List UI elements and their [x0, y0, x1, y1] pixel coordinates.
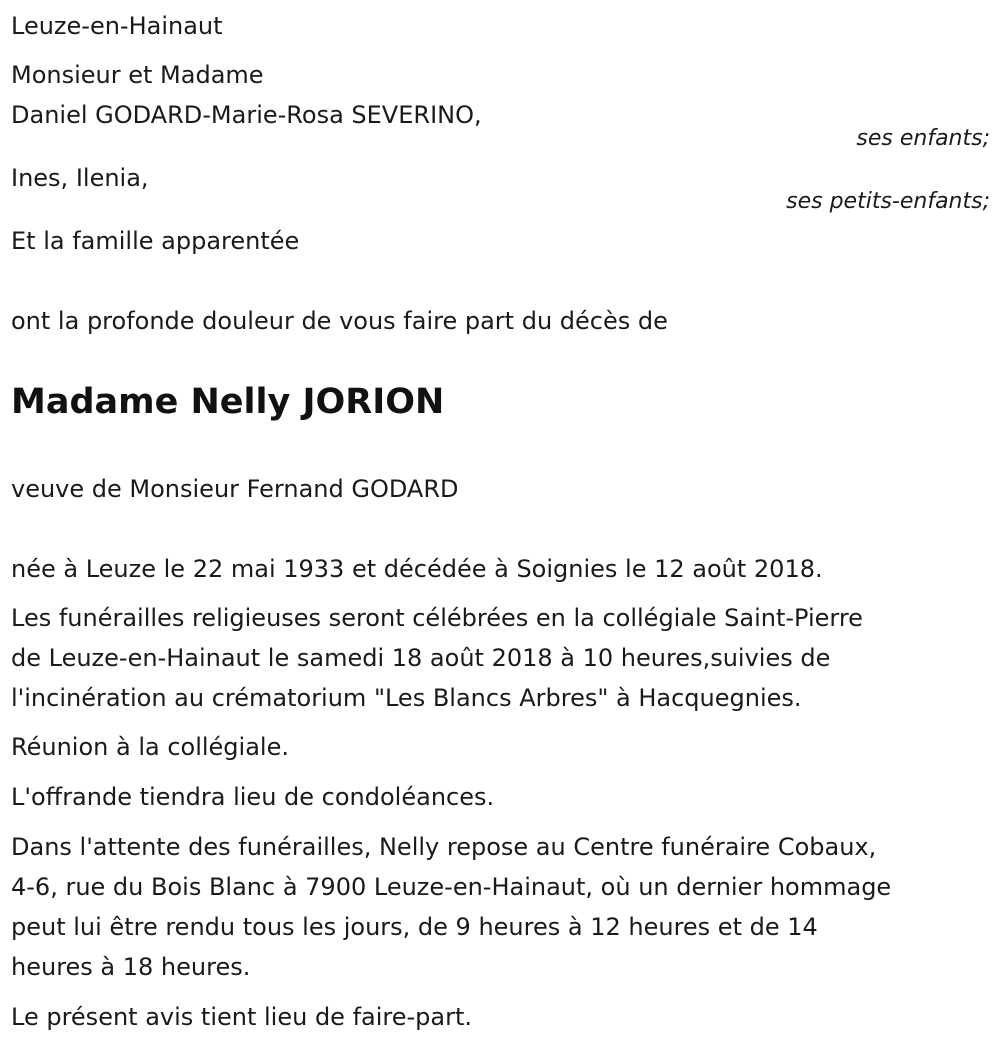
offering-text: L'offrande tiendra lieu de condoléances.	[11, 783, 495, 811]
grandchildren-role: ses petits-enfants;	[786, 189, 990, 214]
deceased-name: Madame Nelly JORION	[11, 382, 445, 422]
children-line-2: Daniel GODARD-Marie-Rosa SEVERINO,	[11, 101, 482, 129]
city-heading: Leuze-en-Hainaut	[11, 12, 223, 40]
children-line-1: Monsieur et Madame	[11, 61, 264, 89]
children-role: ses enfants;	[856, 126, 990, 151]
extended-family: Et la famille apparentée	[11, 227, 300, 255]
viewing-line: heures à 18 heures.	[11, 953, 251, 981]
viewing-line: 4-6, rue du Bois Blanc à 7900 Leuze-en-Hainaut, où un dernier hommage	[11, 873, 892, 901]
viewing-line: peut lui être rendu tous les jours, de 9 heures à 12 heures et de 14	[11, 913, 818, 941]
closing-text: Le présent avis tient lieu de faire-part.	[11, 1003, 473, 1031]
birth-death-dates: née à Leuze le 22 mai 1933 et décédée à Soignies le 12 août 2018.	[11, 555, 823, 583]
viewing-paragraph	[11, 827, 996, 987]
announcement-text: ont la profonde douleur de vous faire part du décès de	[11, 307, 668, 335]
widow-of: veuve de Monsieur Fernand GODARD	[11, 475, 459, 503]
viewing-line: Dans l'attente des funérailles, Nelly repose au Centre funéraire Cobaux,	[11, 833, 877, 861]
funeral-paragraph	[11, 598, 996, 718]
funeral-line: Les funérailles religieuses seront célébrées en la collégiale Saint-Pierre	[11, 604, 863, 632]
grandchildren-names: Ines, Ilenia,	[11, 164, 149, 192]
funeral-line: l'incinération au crématorium "Les Blancs Arbres" à Hacquegnies.	[11, 684, 802, 712]
meeting-text: Réunion à la collégiale.	[11, 733, 289, 761]
funeral-line: de Leuze-en-Hainaut le samedi 18 août 2018 à 10 heures,suivies de	[11, 644, 831, 672]
